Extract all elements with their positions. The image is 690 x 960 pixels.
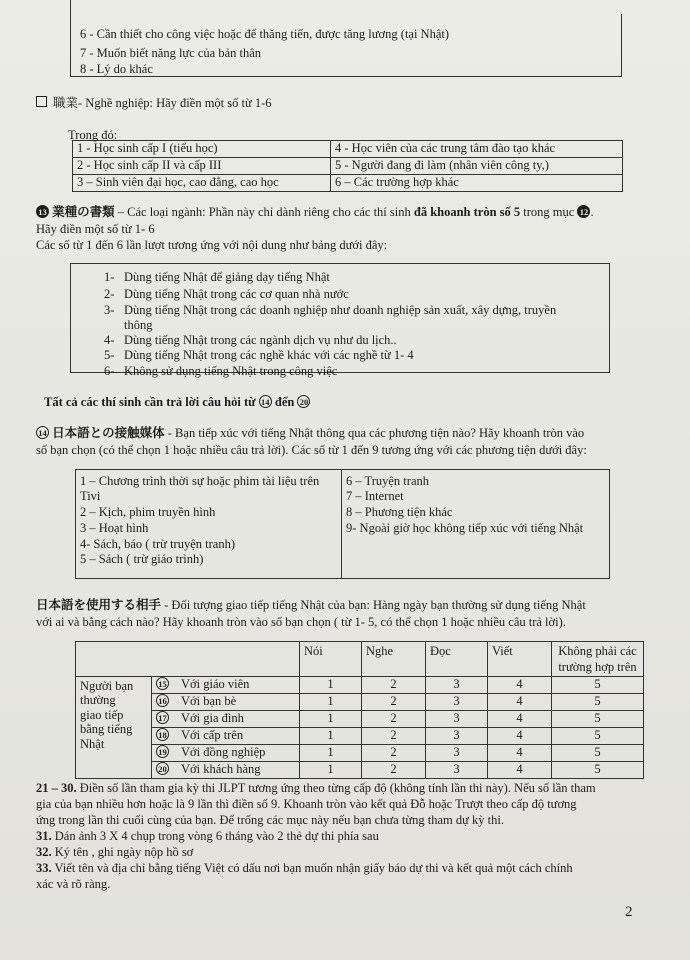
occupation-cell: 2 - Học sinh cấp II và cấp III [73,158,331,175]
partner-header-row [76,642,644,677]
answer-option[interactable]: 5 [552,694,644,711]
row-label: Với cấp trên [181,728,244,743]
industry-line2: Hãy điền một số từ 1- 6 [36,222,155,236]
industry-item [104,287,349,303]
item-number-icon: 20 [156,762,169,775]
header-cell: Nói [300,642,362,677]
industry-item-text: Dùng tiếng Nhật trong các nghề khác với các nghề từ 1- 4 [124,348,414,362]
industry-item [104,270,330,286]
media-option: 3 – Hoạt hình [80,521,149,535]
answer-option[interactable]: 2 [362,711,426,728]
answer-option[interactable]: 2 [362,694,426,711]
answer-option[interactable]: 4 [488,677,552,694]
occupation-cell: 3 – Sinh viên đại học, cao đẳng, cao học [73,175,331,192]
note-33: 33. Viết tên và địa chỉ bằng tiếng Việt có dấu nơi bạn muốn nhận giấy báo dự thi và kết quả một cách chính [36,861,573,875]
occupation-cell: 5 - Người đang đi làm (nhân viên công ty,) [331,158,623,175]
row-label-cell [152,694,300,711]
industry-item-text: thông [124,318,153,332]
table-row [76,694,644,711]
row-label: Với đồng nghiệp [181,745,266,760]
industry-item-text: Dùng tiếng Nhật trong các doanh nghiệp như doanh nghiệp sản xuất, xây dựng, truyền [124,303,557,317]
answer-option[interactable]: 4 [488,694,552,711]
media-option: 4- Sách, báo ( trừ truyện tranh) [80,537,235,551]
ref-20-icon: 20 [297,395,310,408]
top-item-8: 8 - Lý do khác [80,62,153,76]
answer-option[interactable]: 5 [552,745,644,762]
row-label-cell [152,711,300,728]
answer-option[interactable]: 3 [426,745,488,762]
note-21-30-line3: ứng trong lần thi cuối cùng của bạn. Để trống các mục này nếu bạn chưa từng tham dự kỳ thi. [36,813,504,827]
answer-option[interactable]: 1 [300,694,362,711]
industry-item-text: Dùng tiếng Nhật trong các cơ quan nhà nước [124,287,349,301]
industry-line3: Các số từ 1 đến 6 lần lượt tương ứng với nội dung như bảng dưới đây: [36,238,388,252]
industry-item-number: 6- [104,364,115,378]
header-blank [76,642,300,677]
note-32: 32. Ký tên , ghi ngày nộp hồ sơ [36,845,194,859]
item-number-14-icon: 14 [36,426,49,439]
answer-option[interactable]: 1 [300,745,362,762]
partner-heading: 日本語を使用する相手 - Đối tượng giao tiếp tiếng Nhật của bạn: Hàng ngày bạn thường sử dụng tiếng Nhật [36,598,586,612]
partner-line2: với ai và bằng cách nào? Hãy khoanh tròn vào số bạn chọn ( từ 1- 5, có thể chọn 1 hoặc nhiều câu trả lời). [36,615,566,629]
industry-heading: 13 業種の書類 – Các loại ngành: Phần này chỉ dành riêng cho các thí sinh đã khoanh tròn số 5 trong mục 12 . [36,205,594,221]
row-group-label [76,677,152,779]
answer-option[interactable]: 1 [300,728,362,745]
industry-item [104,364,337,380]
row-group-label-line: bằng tiếng [80,722,133,737]
top-box-right-border [621,14,622,77]
top-box-left-border [70,0,71,77]
row-group-label-line: giao tiếp [80,707,124,722]
industry-item [104,333,397,349]
media-option: 7 – Internet [346,489,404,503]
partner-table [75,641,644,779]
media-jp-title: 日本語との接触媒体 [52,426,165,440]
header-cell: Đọc [426,642,488,677]
answer-option[interactable]: 3 [426,762,488,779]
media-option: 8 – Phương tiện khác [346,505,453,519]
media-option: 6 – Truyện tranh [346,474,429,488]
answer-option[interactable]: 5 [552,762,644,779]
answer-option[interactable]: 4 [488,745,552,762]
answer-option[interactable]: 3 [426,694,488,711]
item-number-icon: 15 [156,677,169,690]
row-label: Với bạn bè [181,694,237,709]
industry-item-number: 1- [104,270,115,284]
answer-option[interactable]: 2 [362,762,426,779]
media-heading: 14 日本語との接触媒体 - Bạn tiếp xúc với tiếng Nhật thông qua các phương tiện nào? Hãy khoanh tròn vào [36,426,584,442]
answer-option[interactable]: 4 [488,762,552,779]
answer-option[interactable]: 2 [362,677,426,694]
note-33-line2: xác và rõ ràng. [36,877,111,891]
answer-option[interactable]: 3 [426,677,488,694]
item-number-icon: 17 [156,711,169,724]
answer-option[interactable]: 2 [362,728,426,745]
row-label-cell [152,677,300,694]
media-option: 1 – Chương trình thời sự hoặc phim tài liệu trên [80,474,320,488]
row-label-cell [152,728,300,745]
note-31: 31. Dán ảnh 3 X 4 chụp trong vòng 6 tháng vào 2 thẻ dự thi phía sau [36,829,379,843]
row-label-cell [152,762,300,779]
item-number-13-icon: 13 [36,205,49,218]
table-row [76,762,644,779]
industry-item-number: 3- [104,303,115,317]
answer-option[interactable]: 5 [552,677,644,694]
industry-jp-title: 業種の書類 [52,205,115,219]
all-answer-note: Tất cả các thí sinh cần trả lời câu hỏi từ 14 đến 20 [44,395,310,411]
checkbox-icon [36,96,47,107]
occupation-table [72,140,623,192]
header-none-line2: trường hợp trên [558,659,637,674]
industry-item-number: 2- [104,287,115,301]
row-label: Với giáo viên [181,677,250,692]
item-number-icon: 16 [156,694,169,707]
header-cell: Viết [488,642,552,677]
occupation-cell: 6 – Các trường hợp khác [331,175,623,192]
answer-option[interactable]: 4 [488,728,552,745]
item-number-icon: 18 [156,728,169,741]
table-row [76,745,644,762]
industry-item [104,303,556,319]
header-cell: Nghe [362,642,426,677]
industry-item-text: Không sử dụng tiếng Nhật trong công việc [124,364,338,378]
row-group-label-line: Người bạn [80,679,134,693]
partner-jp-title: 日本語を使用する相手 [36,598,162,612]
top-item-7: 7 - Muốn biết năng lực của bản thân [80,46,262,60]
table-row [76,711,644,728]
occupation-cell: 1 - Học sinh cấp I (tiểu học) [73,141,331,158]
answer-option[interactable]: 3 [426,711,488,728]
media-option: 5 – Sách ( trừ giáo trình) [80,552,204,566]
answer-option[interactable]: 5 [552,711,644,728]
industry-item-text: Dùng tiếng Nhật trong các ngành dịch vụ như du lịch.. [124,333,397,347]
industry-item-number: 5- [104,348,115,362]
media-option: 2 – Kịch, phim truyền hình [80,505,216,519]
media-line2: số bạn chọn (có thể chọn 1 hoặc nhiều câu trả lời). Các số từ 1 đến 9 tương ứng với các phương tiện dưới đây: [36,443,587,457]
industry-item-number: 4- [104,333,115,347]
row-group-label-line: thường [80,693,116,708]
answer-option[interactable]: 1 [300,762,362,779]
industry-item-text: Dùng tiếng Nhật để giảng dạy tiếng Nhật [124,270,330,284]
item-number-icon: 19 [156,745,169,758]
occupation-sub: Trong đó: [68,128,118,142]
row-group-label-line: Nhật [80,736,105,751]
table-row [76,728,644,745]
row-label-cell [152,745,300,762]
header-none-line1: Không phải các [558,644,637,658]
answer-option[interactable]: 1 [300,711,362,728]
ref-14-icon: 14 [259,395,272,408]
row-label: Với khách hàng [181,762,261,777]
media-option: 9- Ngoài giờ học không tiếp xúc với tiếng Nhật [346,521,584,535]
table-row [76,677,644,694]
answer-option[interactable]: 5 [552,728,644,745]
note-21-30: 21 – 30. Điền số lần tham gia kỳ thi JLPT tương ứng theo từng cấp độ (không tính lần thi này). Nếu số lần tham [36,781,596,795]
header-cell-none [552,642,644,677]
industry-item [104,348,414,364]
page-number: 2 [625,904,633,920]
note-21-30-line2: gia của bạn nhiều hơn hoặc là 9 lần thì điền số 9. Khoanh tròn vào kết quả Đỗ hoặc Trượt theo cấp độ tương [36,797,577,811]
answer-option[interactable]: 4 [488,711,552,728]
industry-item [104,318,152,334]
answer-option[interactable]: 3 [426,728,488,745]
media-option: Tivi [80,489,101,503]
answer-option[interactable]: 1 [300,677,362,694]
occupation-title: 職業- Nghề nghiệp: Hãy điền một số từ 1-6 [36,96,272,112]
media-box-divider [341,469,342,579]
top-item-6: 6 - Cần thiết cho công việc hoặc để thăng tiến, được tăng lương (tại Nhật) [80,27,450,41]
answer-option[interactable]: 2 [362,745,426,762]
occupation-cell: 4 - Học viên của các trung tâm đào tạo khác [331,141,623,158]
row-label: Với gia đình [181,711,244,726]
ref-12-icon: 12 [577,205,590,218]
